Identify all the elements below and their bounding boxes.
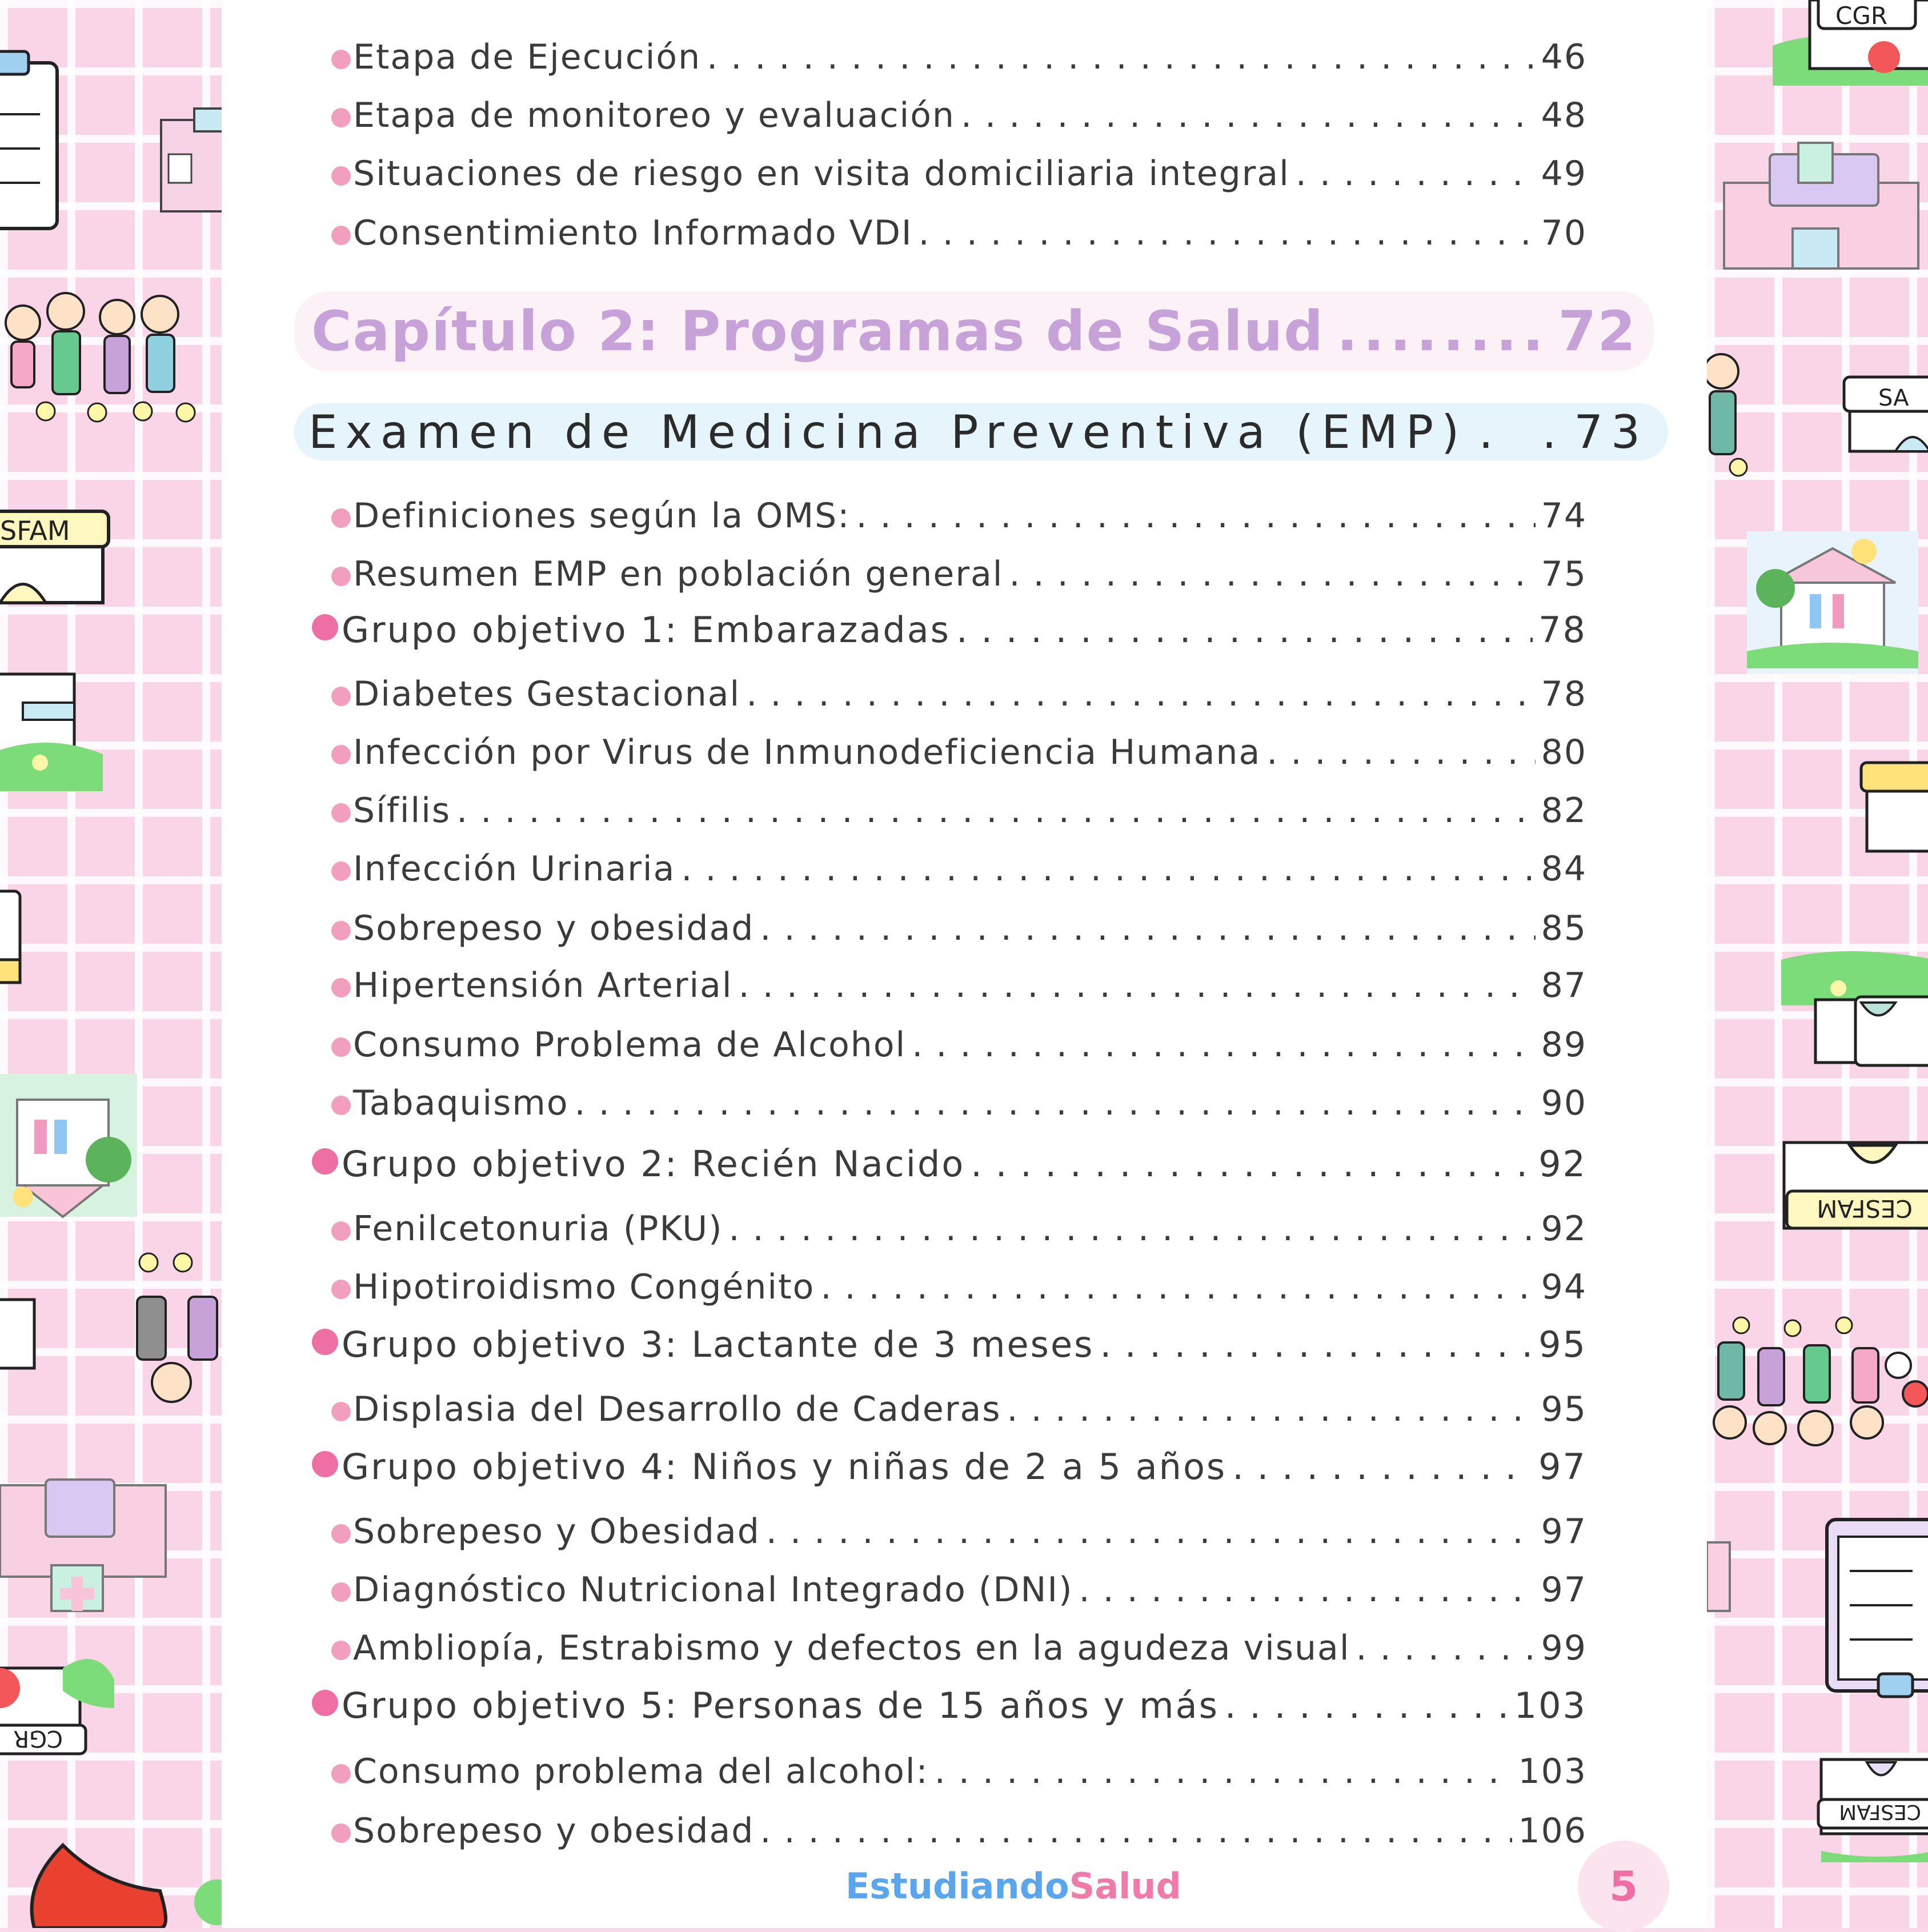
toc-entry[interactable] bbox=[353, 490, 1587, 536]
leader-dots bbox=[912, 1025, 1535, 1065]
people-icon bbox=[1714, 1317, 1928, 1445]
chapter-page-number: 72 bbox=[1558, 299, 1637, 363]
toc-entry[interactable] bbox=[353, 31, 1587, 77]
cesfam-building-icon-2 bbox=[1818, 1759, 1928, 1862]
logo-part-2: Salud bbox=[1069, 1865, 1181, 1907]
clipboard-icon bbox=[1827, 1520, 1928, 1697]
bullet-dot-icon bbox=[331, 1764, 351, 1783]
left-illustrations bbox=[0, 0, 222, 1928]
leader-dots bbox=[1296, 154, 1536, 194]
toc-entry[interactable] bbox=[353, 1746, 1587, 1791]
toc-group-entry[interactable] bbox=[342, 1440, 1587, 1488]
toc-entry[interactable] bbox=[353, 903, 1587, 948]
leader-dots bbox=[1266, 732, 1535, 772]
toc-entry[interactable] bbox=[353, 1805, 1587, 1851]
toc-entry[interactable] bbox=[353, 1261, 1587, 1307]
bullet-dot-icon bbox=[312, 1329, 338, 1355]
bullet-dot-icon bbox=[331, 50, 351, 69]
toc-group-entry[interactable] bbox=[342, 1317, 1587, 1365]
bullet-dot-icon bbox=[331, 1823, 351, 1843]
toc-entry[interactable] bbox=[353, 1384, 1587, 1429]
leader-dots bbox=[1100, 1324, 1533, 1365]
entry-page-number: 78 bbox=[1538, 609, 1587, 651]
yellow-sign-icon bbox=[1861, 763, 1928, 851]
leader-dots bbox=[1232, 1446, 1533, 1488]
entry-title: Grupo objetivo 4: Niños y niñas de 2 a 5 años bbox=[342, 1446, 1227, 1488]
entry-title: Etapa de Ejecución bbox=[353, 37, 702, 77]
leader-dots bbox=[919, 213, 1536, 253]
entry-title: Sobrepeso y obesidad bbox=[353, 1811, 755, 1851]
page-number-badge: 5 bbox=[1578, 1841, 1669, 1932]
leader-dots bbox=[1009, 554, 1535, 594]
leader-dots bbox=[760, 1811, 1512, 1851]
sa-building-icon bbox=[1844, 377, 1928, 451]
cgr-sign: CGR bbox=[1835, 2, 1888, 30]
entry-title: Displasia del Desarrollo de Caderas bbox=[353, 1389, 1001, 1429]
brand-logo bbox=[845, 1865, 1181, 1907]
entry-page-number: 48 bbox=[1541, 95, 1587, 135]
leader-dots bbox=[1225, 1685, 1509, 1726]
toc-entry[interactable] bbox=[353, 668, 1587, 714]
bullet-dot-icon bbox=[331, 1096, 351, 1115]
leader-dots bbox=[456, 791, 1535, 831]
bullet-dot-icon bbox=[331, 166, 351, 186]
building-icon bbox=[1707, 1542, 1730, 1611]
entry-title: Tabaquismo bbox=[353, 1083, 569, 1123]
bullet-dot-icon bbox=[331, 745, 351, 764]
toc-entry[interactable] bbox=[353, 1203, 1587, 1249]
entry-page-number: 49 bbox=[1541, 154, 1587, 194]
toc-entry[interactable] bbox=[353, 207, 1587, 253]
entry-title: Situaciones de riesgo en visita domiciliaria integral bbox=[353, 154, 1290, 194]
building-icon bbox=[0, 1300, 34, 1368]
rural-post-icon bbox=[1781, 951, 1928, 1065]
entry-title: Hipertensión Arterial bbox=[353, 965, 733, 1005]
clipboard-icon bbox=[0, 51, 57, 229]
bullet-dot-icon bbox=[331, 1524, 351, 1544]
bullet-dot-icon bbox=[312, 1148, 338, 1175]
left-decoration-strip bbox=[0, 0, 222, 1928]
leader-dots bbox=[1356, 1628, 1535, 1668]
leader-dots bbox=[681, 849, 1535, 889]
toc-group-entry[interactable] bbox=[342, 603, 1587, 651]
leader-dots bbox=[729, 1209, 1536, 1249]
hospital-icon bbox=[1724, 143, 1918, 268]
entry-page-number: 95 bbox=[1538, 1324, 1587, 1365]
entry-title: Grupo objetivo 3: Lactante de 3 meses bbox=[342, 1324, 1095, 1365]
cesfam-building-icon bbox=[1784, 1143, 1928, 1228]
leader-dots bbox=[856, 496, 1535, 536]
entry-page-number: 90 bbox=[1541, 1083, 1587, 1123]
entry-title: Diabetes Gestacional bbox=[353, 674, 741, 714]
family-icon bbox=[6, 293, 195, 422]
toc-entry[interactable] bbox=[353, 727, 1587, 772]
heart-icon bbox=[32, 1845, 166, 1928]
sa-sign: SA bbox=[1878, 385, 1909, 411]
family-house-icon bbox=[1747, 531, 1918, 674]
bullet-dot-icon bbox=[331, 1280, 351, 1299]
entry-page-number: 87 bbox=[1541, 965, 1587, 1005]
entry-page-number: 85 bbox=[1541, 908, 1587, 948]
leader-dots bbox=[1478, 406, 1562, 459]
entry-title: Fenilcetonuria (PKU) bbox=[353, 1209, 723, 1249]
entry-page-number: 80 bbox=[1541, 732, 1587, 772]
leader-dots bbox=[961, 95, 1536, 135]
entry-page-number: 97 bbox=[1538, 1446, 1587, 1488]
section-heading[interactable] bbox=[294, 403, 1668, 460]
entry-page-number: 70 bbox=[1541, 213, 1587, 253]
bullet-dot-icon bbox=[312, 1690, 338, 1716]
leader-dots bbox=[820, 1267, 1535, 1307]
people-icon bbox=[137, 1253, 217, 1402]
bullet-dot-icon bbox=[331, 108, 351, 127]
leader-dots bbox=[971, 1143, 1533, 1185]
cesfam-building-icon bbox=[0, 511, 109, 603]
entry-title: Resumen EMP en población general bbox=[353, 554, 1004, 594]
toc-entry[interactable] bbox=[353, 148, 1587, 194]
toc-entry[interactable] bbox=[353, 548, 1587, 594]
entry-title: Infección Urinaria bbox=[353, 849, 676, 889]
leader-dots bbox=[766, 1512, 1536, 1552]
leader-dots bbox=[1007, 1389, 1536, 1429]
house-icon bbox=[0, 674, 103, 791]
bullet-dot-icon bbox=[331, 861, 351, 881]
entry-title: Etapa de monitoreo y evaluación bbox=[353, 95, 955, 135]
entry-page-number: 92 bbox=[1538, 1143, 1587, 1185]
entry-title: Sobrepeso y Obesidad bbox=[353, 1512, 760, 1552]
section-title: Examen de Medicina Preventiva (EMP) bbox=[308, 405, 1468, 459]
entry-page-number: 78 bbox=[1541, 674, 1587, 714]
entry-page-number: 92 bbox=[1541, 1209, 1587, 1249]
toc-entry[interactable] bbox=[353, 1506, 1587, 1552]
entry-title: Consumo problema del alcohol: bbox=[353, 1751, 929, 1791]
cesfam-sign-left: SFAM bbox=[0, 515, 70, 546]
entry-page-number: 82 bbox=[1541, 791, 1587, 831]
leader-dots bbox=[739, 965, 1536, 1005]
cesfam-sign-right-2: CESFAM bbox=[1839, 1800, 1921, 1823]
entry-page-number: 89 bbox=[1541, 1025, 1587, 1065]
cgr-sign-left: CGR bbox=[13, 1725, 63, 1751]
cgr-building-icon bbox=[0, 1659, 114, 1754]
toc-entry[interactable] bbox=[353, 1019, 1587, 1065]
bullet-dot-icon bbox=[312, 614, 338, 640]
bullet-dot-icon bbox=[331, 803, 351, 823]
entry-page-number: 95 bbox=[1541, 1389, 1587, 1429]
entry-page-number: 75 bbox=[1541, 554, 1587, 594]
entry-title: Hipotiroidismo Congénito bbox=[353, 1267, 815, 1307]
cgr-building-icon bbox=[1773, 0, 1928, 86]
entry-title: Consentimiento Informado VDI bbox=[353, 213, 913, 253]
entry-page-number: 84 bbox=[1541, 849, 1587, 889]
toc-entry[interactable] bbox=[353, 960, 1587, 1005]
hospital-icon bbox=[161, 109, 222, 211]
toc-entry[interactable] bbox=[353, 843, 1587, 889]
chapter-title: Capítulo 2: Programas de Salud bbox=[311, 299, 1324, 363]
bullet-dot-icon bbox=[331, 921, 351, 940]
entry-title: Ambliopía, Estrabismo y defectos en la agudeza visual bbox=[353, 1628, 1350, 1668]
leader-dots bbox=[760, 908, 1535, 948]
bullet-dot-icon bbox=[331, 1037, 351, 1057]
right-decoration-strip bbox=[1707, 0, 1928, 1928]
entry-page-number: 103 bbox=[1514, 1685, 1587, 1726]
cesfam-sign-right: CESFAM bbox=[1817, 1195, 1913, 1222]
entry-page-number: 99 bbox=[1541, 1628, 1587, 1668]
entry-title: Sífilis bbox=[353, 791, 451, 831]
toc-entry[interactable] bbox=[353, 1564, 1587, 1610]
leader-dots bbox=[575, 1083, 1536, 1123]
entry-page-number: 46 bbox=[1541, 37, 1587, 77]
logo-part-1: Estudiando bbox=[845, 1865, 1069, 1907]
bullet-dot-icon bbox=[331, 978, 351, 997]
entry-page-number: 74 bbox=[1541, 496, 1587, 536]
bullet-dot-icon bbox=[331, 508, 351, 528]
elder-person-icon bbox=[1707, 354, 1747, 476]
toc-entry[interactable] bbox=[353, 1077, 1587, 1123]
entry-title: Consumo Problema de Alcohol bbox=[353, 1025, 907, 1065]
entry-title: Sobrepeso y obesidad bbox=[353, 908, 755, 948]
entry-title: Grupo objetivo 2: Recién Nacido bbox=[342, 1143, 965, 1185]
leader-dots bbox=[935, 1751, 1513, 1791]
leader-dots bbox=[1079, 1570, 1536, 1610]
bullet-dot-icon bbox=[331, 567, 351, 586]
entry-page-number: 106 bbox=[1518, 1811, 1587, 1851]
toc-group-entry[interactable] bbox=[342, 1678, 1587, 1726]
entry-title: Grupo objetivo 1: Embarazadas bbox=[342, 609, 951, 651]
entry-page-number: 103 bbox=[1518, 1751, 1587, 1791]
bullet-dot-icon bbox=[331, 1402, 351, 1421]
bullet-dot-icon bbox=[331, 687, 351, 706]
section-page-number: 73 bbox=[1574, 405, 1648, 459]
family-house-icon bbox=[0, 1074, 137, 1217]
entry-page-number: 97 bbox=[1541, 1570, 1587, 1610]
bullet-dot-icon bbox=[331, 1221, 351, 1241]
hospital-icon-2 bbox=[0, 1480, 166, 1611]
bullet-dot-icon bbox=[331, 226, 351, 245]
leader-dots bbox=[1337, 299, 1545, 363]
entry-page-number: 94 bbox=[1541, 1267, 1587, 1307]
bullet-dot-icon bbox=[331, 1582, 351, 1602]
leader-dots bbox=[707, 37, 1536, 77]
bullet-dot-icon bbox=[331, 1641, 351, 1660]
toc-entry[interactable] bbox=[353, 785, 1587, 831]
leader-dots bbox=[956, 609, 1533, 651]
chapter-heading[interactable] bbox=[294, 291, 1654, 371]
right-illustrations bbox=[1707, 0, 1928, 1928]
bullet-dot-icon bbox=[312, 1451, 338, 1477]
entry-title: Diagnóstico Nutricional Integrado (DNI) bbox=[353, 1570, 1073, 1610]
toc-entry[interactable] bbox=[353, 1622, 1587, 1668]
toc-group-entry[interactable] bbox=[342, 1137, 1587, 1185]
toc-entry[interactable] bbox=[353, 90, 1587, 135]
leader-dots bbox=[746, 674, 1535, 714]
entry-page-number: 97 bbox=[1541, 1512, 1587, 1552]
entry-title: Infección por Virus de Inmunodeficiencia Humana bbox=[353, 732, 1261, 772]
entry-title: Definiciones según la OMS: bbox=[353, 496, 851, 536]
entry-title: Grupo objetivo 5: Personas de 15 años y más bbox=[342, 1685, 1219, 1726]
